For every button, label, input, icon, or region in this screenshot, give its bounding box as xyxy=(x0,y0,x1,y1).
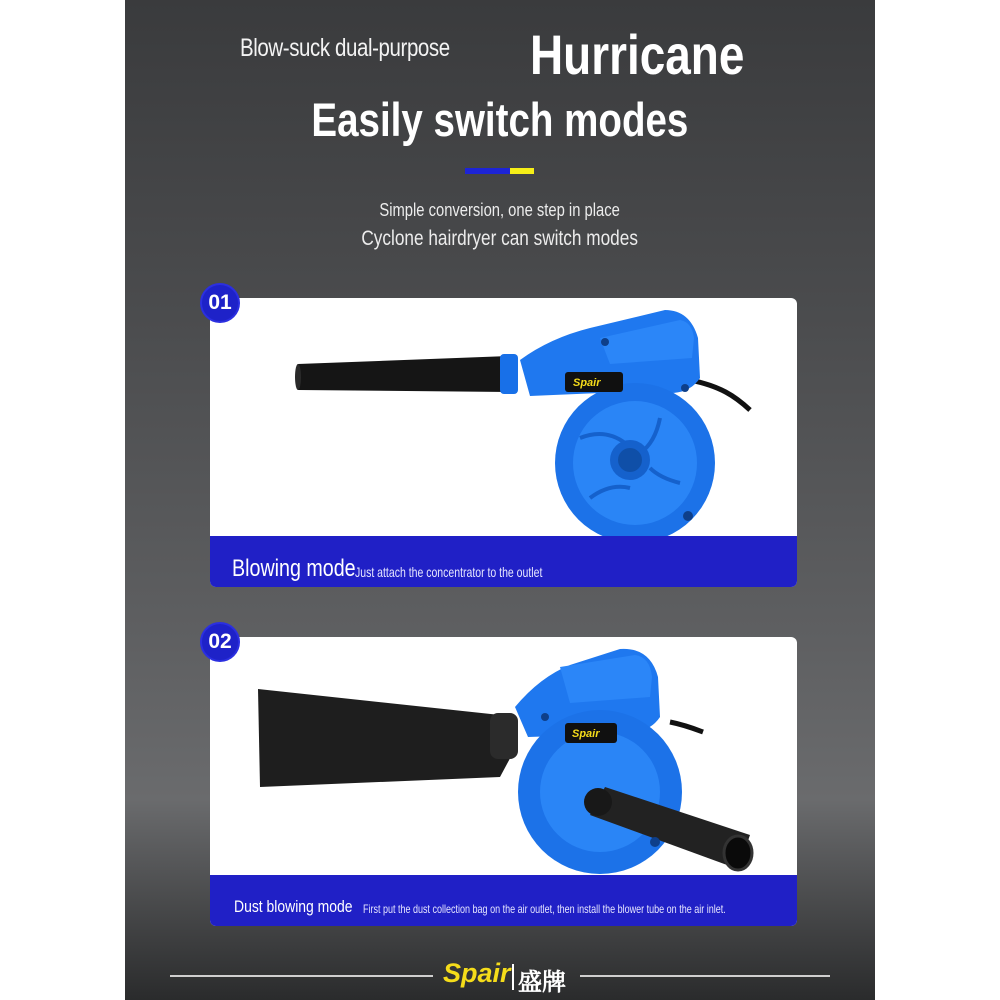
tube-opening xyxy=(724,836,752,870)
fan-grille xyxy=(618,448,642,472)
power-cord xyxy=(670,722,703,732)
nozzle-tip xyxy=(295,364,301,390)
tube-base xyxy=(584,788,612,816)
mode-description: First put the dust collection bag on the air outlet, then install the blower tube on the air inlet. xyxy=(363,902,726,916)
accent-bar-yellow xyxy=(510,168,534,174)
brand-plate-label: Spair xyxy=(573,377,601,389)
accent-bar-blue xyxy=(465,168,510,174)
mode-title: Dust blowing mode xyxy=(234,897,353,916)
screw-3 xyxy=(681,384,689,392)
headline-switch-modes-text: Easily switch modes xyxy=(311,93,689,146)
power-cord xyxy=(690,380,750,410)
handle-grip xyxy=(560,655,652,703)
footer-divider-right xyxy=(580,975,830,977)
screw-2 xyxy=(683,511,693,521)
bag-collar xyxy=(490,713,518,759)
concentrator-nozzle xyxy=(298,356,510,392)
promo-panel xyxy=(125,0,875,1000)
brand-separator xyxy=(512,964,514,990)
headline-switch-modes xyxy=(125,92,875,147)
footer-divider-left xyxy=(170,975,433,977)
mode-card-dust xyxy=(210,637,797,926)
nozzle-collar xyxy=(500,354,518,394)
brand-logo: Spair xyxy=(443,958,511,988)
screw-1 xyxy=(601,338,609,346)
screw-2 xyxy=(650,837,660,847)
mode-number-badge: 01 xyxy=(200,283,240,323)
screw-1 xyxy=(541,713,549,721)
headline-hurricane: Hurricane xyxy=(530,23,745,86)
mode-title: Blowing mode xyxy=(232,555,356,582)
subtitle-2-text: Cyclone hairdryer can switch modes xyxy=(361,227,639,250)
mode-card-blowing xyxy=(210,298,797,587)
subtitle-2 xyxy=(125,227,875,251)
mode-number-badge: 02 xyxy=(200,622,240,662)
dust-collection-bag xyxy=(258,689,515,787)
brand-plate-label: Spair xyxy=(572,728,600,740)
subtitle-1 xyxy=(125,200,875,221)
subtitle-1-text: Simple conversion, one step in place xyxy=(379,200,621,220)
headline-small: Blow-suck dual-purpose xyxy=(240,34,450,62)
brand-chinese-name: 盛牌 xyxy=(518,969,566,996)
mode-description: Just attach the concentrator to the outlet xyxy=(355,564,543,580)
